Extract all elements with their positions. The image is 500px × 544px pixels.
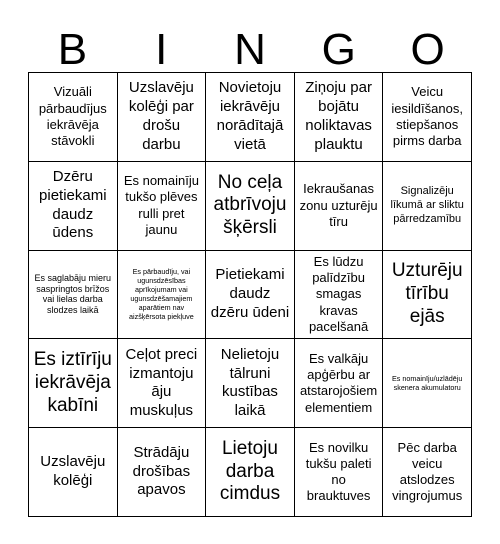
header-letter-i: I	[155, 25, 168, 74]
bingo-cell[interactable]: Strādāju drošības apavos	[118, 428, 207, 517]
bingo-cell[interactable]: Es lūdzu palīdzību smagas kravas pacelšanā	[295, 251, 384, 340]
bingo-cell[interactable]: Uzturēju tīrību ejās	[383, 251, 472, 340]
bingo-cell[interactable]: Es iztīrīju iekrāvēja kabīni	[29, 339, 118, 428]
header-letter-n: N	[234, 25, 266, 74]
bingo-cell[interactable]: Es nomainīju tukšo plēves rulli pret jaunu	[118, 162, 207, 251]
header-letter-g: G	[321, 25, 356, 74]
bingo-cell[interactable]: Iekraušanas zonu uzturēju tīru	[295, 162, 384, 251]
bingo-board	[28, 72, 472, 517]
bingo-cell[interactable]: Es valkāju apģērbu ar atstarojošiem elementiem	[295, 339, 384, 428]
bingo-cell[interactable]: Pēc darba veicu atslodzes vingrojumus	[383, 428, 472, 517]
bingo-cell[interactable]: Vizuāli pārbaudījus iekrāvēja stāvokli	[29, 73, 118, 162]
bingo-cell[interactable]: Pietiekami daudz dzēru ūdeni	[206, 251, 295, 340]
bingo-cell[interactable]: Lietoju darba cimdus	[206, 428, 295, 517]
bingo-cell[interactable]: Uzslavēju kolēģi par drošu darbu	[118, 73, 207, 162]
bingo-cell[interactable]: Novietoju iekrāvēju norādītajā vietā	[206, 73, 295, 162]
bingo-header	[28, 22, 472, 78]
bingo-cell[interactable]: Ceļot preci izmantoju āju muskuļus	[118, 339, 207, 428]
bingo-cell[interactable]: Es novilku tukšu paleti no brauktuves	[295, 428, 384, 517]
bingo-cell[interactable]: No ceļa atbrīvoju šķērsli	[206, 162, 295, 251]
bingo-cell[interactable]: Dzēru pietiekami daudz ūdens	[29, 162, 118, 251]
bingo-cell[interactable]: Nelietoju tālruni kustības laikā	[206, 339, 295, 428]
bingo-cell[interactable]: Es nomainīju/uzlādēju skenera akumulatoru	[383, 339, 472, 428]
bingo-cell[interactable]: Veicu iesildīšanos, stiepšanos pirms darba	[383, 73, 472, 162]
bingo-cell[interactable]: Signalizēju līkumā ar sliktu pārredzamību	[383, 162, 472, 251]
bingo-cell[interactable]: Ziņoju par bojātu noliktavas plauktu	[295, 73, 384, 162]
bingo-cell[interactable]: Es saglabāju mieru saspringtos brīžos vai lielas darba slodzes laikā	[29, 251, 118, 340]
header-letter-o: O	[410, 25, 445, 74]
bingo-cell[interactable]: Uzslavēju kolēģi	[29, 428, 118, 517]
bingo-cell[interactable]: Es pārbaudīju, vai ugunsdzēsības aprīkojumam vai ugunsdzēšamajiem aparātiem nav aizšķērsota piekļuve	[118, 251, 207, 340]
header-letter-b: B	[57, 25, 88, 74]
